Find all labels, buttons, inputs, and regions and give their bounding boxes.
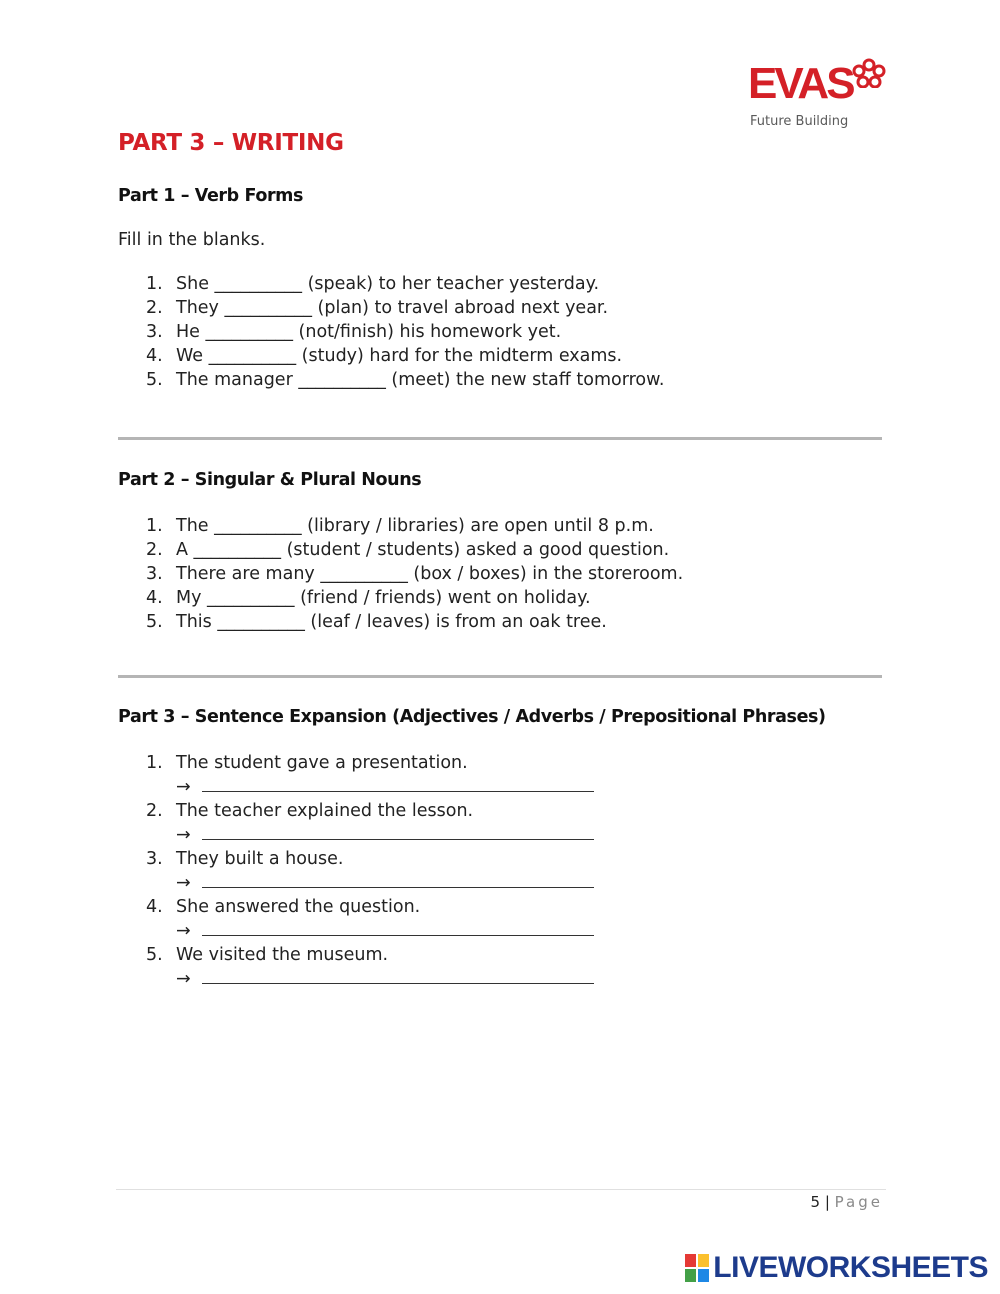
list-item: 4. She answered the question. →: [118, 895, 888, 943]
part2-heading: Part 2 – Singular & Plural Nouns: [118, 470, 422, 490]
part3-section: [118, 707, 888, 991]
arrow-icon: →: [176, 873, 191, 893]
part1-section: [118, 186, 888, 392]
list-item: 3. There are many __________ (box / boxes) in the storeroom.: [146, 564, 684, 584]
list-item: 5. We visited the museum. →: [118, 943, 888, 991]
page-footer: [811, 1193, 884, 1211]
arrow-icon: →: [176, 921, 191, 941]
list-item: 5. The manager __________ (meet) the new staff tomorrow.: [146, 370, 665, 390]
section-divider: [118, 437, 882, 440]
liveworksheets-icon: [685, 1254, 709, 1282]
logo-brand: EVAS: [748, 59, 853, 108]
list-item: 4. We __________ (study) hard for the midterm exams.: [146, 346, 623, 366]
list-item: 2. They __________ (plan) to travel abroad next year.: [146, 298, 609, 318]
arrow-icon: →: [176, 777, 191, 797]
list-item: 1. The __________ (library / libraries) are open until 8 p.m.: [146, 516, 654, 536]
part3-heading: Part 3 – Sentence Expansion (Adjectives / Adverbs / Prepositional Phrases): [118, 707, 826, 727]
answer-line[interactable]: [176, 871, 888, 895]
liveworksheets-watermark: [685, 1250, 988, 1286]
page-label: Page: [834, 1193, 883, 1211]
part3-list: [118, 751, 888, 991]
part2-section: [118, 470, 888, 634]
part1-heading: Part 1 – Verb Forms: [118, 186, 304, 206]
answer-line[interactable]: [176, 919, 888, 943]
list-item: 2. The teacher explained the lesson. →: [118, 799, 888, 847]
list-item: 3. He __________ (not/finish) his homework yet.: [146, 322, 562, 342]
flower-icon: [852, 58, 886, 88]
part1-list: [118, 272, 888, 392]
answer-line[interactable]: [176, 967, 888, 991]
page-separator: |: [824, 1193, 830, 1211]
watermark-text: LIVEWORKSHEETS: [713, 1251, 988, 1284]
arrow-icon: →: [176, 825, 191, 845]
answer-line[interactable]: [176, 823, 888, 847]
arrow-icon: →: [176, 969, 191, 989]
page-number: 5: [810, 1193, 821, 1211]
part2-list: [118, 514, 888, 634]
list-item: 4. My __________ (friend / friends) went on holiday.: [146, 588, 591, 608]
evas-logo: [748, 58, 888, 134]
list-item: 3. They built a house. →: [118, 847, 888, 895]
page-title: PART 3 – WRITING: [118, 130, 344, 156]
footer-divider: [116, 1189, 886, 1190]
list-item: 5. This __________ (leaf / leaves) is from an oak tree.: [146, 612, 607, 632]
list-item: 1. The student gave a presentation. →: [118, 751, 888, 799]
logo-tagline: Future Building: [750, 114, 849, 129]
answer-line[interactable]: [176, 775, 888, 799]
list-item: 2. A __________ (student / students) asked a good question.: [146, 540, 670, 560]
section-divider: [118, 675, 882, 678]
list-item: 1. She __________ (speak) to her teacher yesterday.: [146, 274, 600, 294]
part1-instruction: Fill in the blanks.: [118, 230, 266, 250]
